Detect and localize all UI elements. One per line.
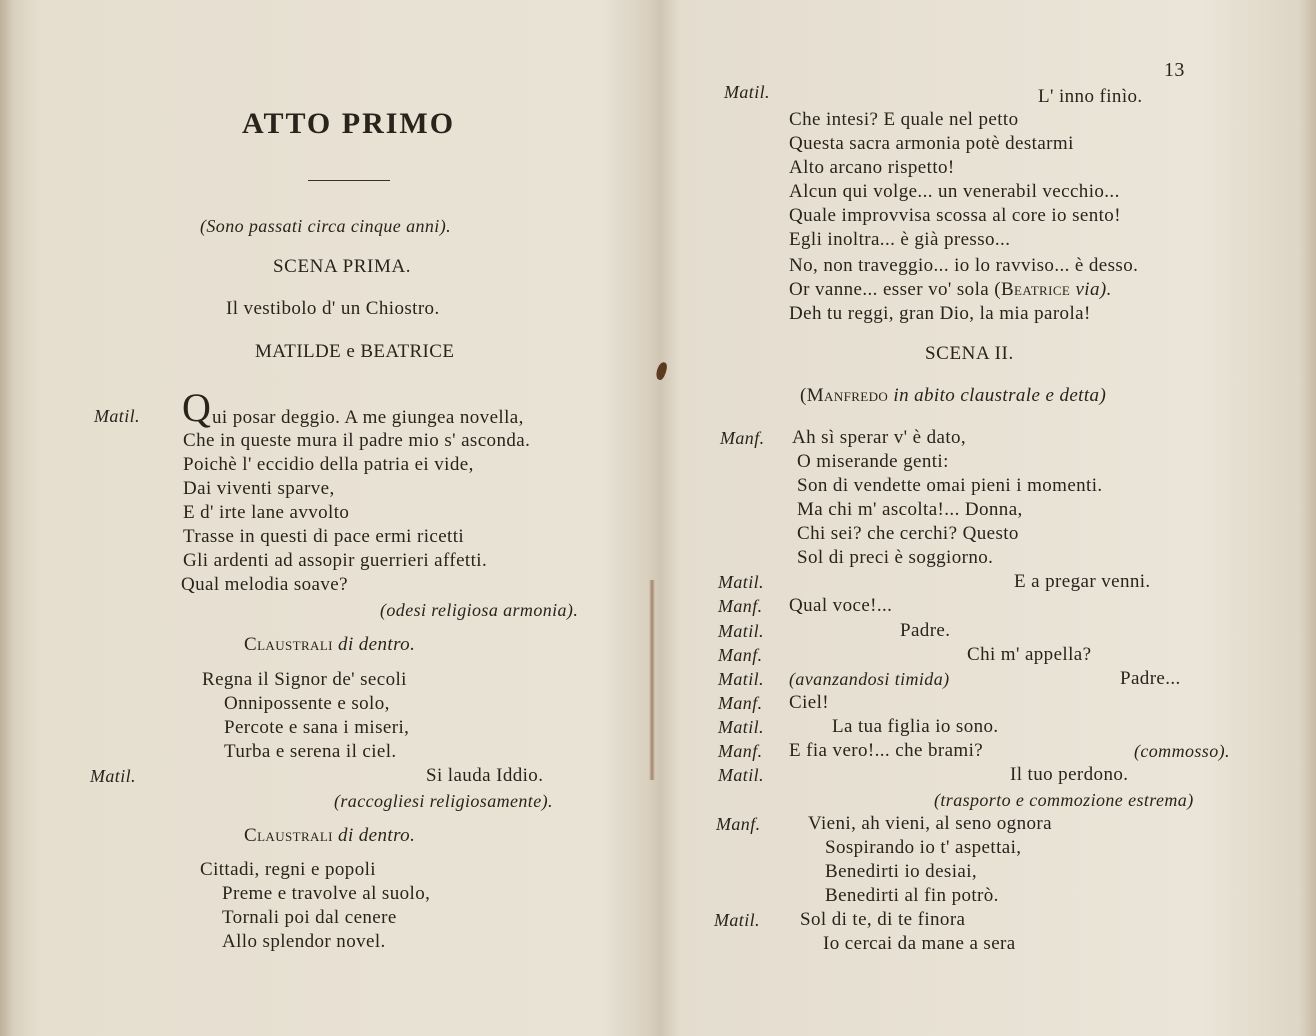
verse-line: L' inno finìo. bbox=[1038, 86, 1143, 107]
dialogue-line: Benedirti io desiai, bbox=[825, 861, 978, 882]
verse-line: Deh tu reggi, gran Dio, la mia parola! bbox=[789, 303, 1091, 324]
verse-line: Alto arcano rispetto! bbox=[789, 157, 955, 178]
speaker-label: Matil. bbox=[724, 82, 770, 102]
dialogue-line: Vieni, ah vieni, al seno ognora bbox=[808, 813, 1052, 834]
dialogue-line: Ciel! bbox=[789, 692, 829, 713]
speaker-label: Manf. bbox=[716, 814, 761, 834]
speaker-label: Manf. bbox=[720, 428, 765, 448]
verse-line: ui posar deggio. A me giungea novella, bbox=[212, 407, 524, 428]
stage-direction: (avanzandosi timida) bbox=[789, 669, 950, 689]
character-name: Manfredo bbox=[806, 385, 889, 406]
speaker-label: Manf. bbox=[718, 596, 763, 616]
dialogue-line: Chi sei? che cerchi? Questo bbox=[797, 523, 1019, 544]
speaker-label: Matil. bbox=[718, 765, 764, 785]
stage-direction: (odesi religiosa armonia). bbox=[380, 600, 579, 620]
dialogue-line: Padre... bbox=[1120, 668, 1181, 689]
chorus-heading bbox=[244, 633, 415, 657]
dialogue-line: Qual voce!... bbox=[789, 595, 893, 616]
page-number: 13 bbox=[1164, 59, 1185, 81]
character-list bbox=[255, 340, 454, 364]
verse-line: Gli ardenti ad assopir guerrieri affetti. bbox=[183, 550, 488, 571]
verse-line: Che intesi? E quale nel petto bbox=[789, 109, 1019, 130]
dialogue-line: Sol di preci è soggiorno. bbox=[797, 547, 994, 568]
time-note: (Sono passati circa cinque anni). bbox=[200, 216, 451, 236]
chorus-name: Claustrali bbox=[244, 825, 333, 846]
verse-line: Dai viventi sparve, bbox=[183, 478, 335, 499]
dialogue-line: Sol di te, di te finora bbox=[800, 909, 966, 930]
dialogue-line: Son di vendette omai pieni i momenti. bbox=[797, 475, 1103, 496]
dialogue-line: Io cercai da mane a sera bbox=[823, 933, 1016, 954]
speaker-label: Matil. bbox=[718, 621, 764, 641]
verse-line: Si lauda Iddio. bbox=[426, 765, 544, 786]
verse-line: Che in queste mura il padre mio s' asconda. bbox=[183, 430, 531, 451]
speaker-label: Matil. bbox=[714, 910, 760, 930]
verse-line bbox=[789, 278, 1112, 302]
speaker-label: Manf. bbox=[718, 741, 763, 761]
verse-line: Quale improvvisa scossa al core io sento! bbox=[789, 205, 1121, 226]
scene-setting: Il vestibolo d' un Chiostro. bbox=[226, 298, 440, 319]
chorus-note: di dentro. bbox=[338, 634, 416, 655]
scene-note-text: in abito claustrale e detta) bbox=[893, 385, 1107, 406]
stage-direction: (commosso). bbox=[1134, 741, 1230, 761]
stage-fragment: via). bbox=[1075, 279, 1112, 300]
dialogue-line: Il tuo perdono. bbox=[1010, 764, 1129, 785]
right-page bbox=[660, 0, 1316, 1036]
dialogue-line: Sospirando io t' aspettai, bbox=[825, 837, 1022, 858]
verse-line: Poichè l' eccidio della patria ei vide, bbox=[183, 454, 474, 475]
dialogue-line: La tua figlia io sono. bbox=[832, 716, 999, 737]
dialogue-line: Chi m' appella? bbox=[967, 644, 1092, 665]
stage-direction: (trasporto e commozione estrema) bbox=[934, 790, 1194, 810]
scene-title: SCENA PRIMA. bbox=[273, 256, 412, 277]
speaker-label: Manf. bbox=[718, 645, 763, 665]
speaker-label: Matil. bbox=[718, 669, 764, 689]
chorus-line: Preme e travolve al suolo, bbox=[222, 883, 431, 904]
dialogue-line: Ah sì sperar v' è dato, bbox=[792, 427, 967, 448]
dialogue-line: E fia vero!... che brami? bbox=[789, 740, 984, 761]
speaker-label: Manf. bbox=[718, 693, 763, 713]
scene-note: (Manfredo in abito claustrale e detta) bbox=[800, 385, 1107, 406]
chorus-line: Turba e serena il ciel. bbox=[224, 741, 397, 762]
drop-cap: Q bbox=[182, 385, 211, 430]
verse-line: E d' irte lane avvolto bbox=[183, 502, 350, 523]
character-conj: e bbox=[346, 341, 356, 362]
verse-line: Alcun qui volge... un venerabil vecchio... bbox=[789, 181, 1120, 202]
verse-fragment: Or vanne... esser vo' sola ( bbox=[789, 279, 1001, 300]
verse-line: No, non traveggio... io lo ravviso... è desso. bbox=[789, 255, 1139, 276]
dialogue-line: E a pregar venni. bbox=[1014, 571, 1151, 592]
stage-direction: (raccogliesi religiosamente). bbox=[334, 791, 553, 811]
chorus-line: Allo splendor novel. bbox=[222, 931, 386, 952]
title-divider bbox=[308, 180, 390, 181]
dialogue-line: Padre. bbox=[900, 620, 951, 641]
verse-line: Qual melodia soave? bbox=[181, 574, 348, 595]
chorus-heading bbox=[244, 824, 415, 848]
dialogue-line: Ma chi m' ascolta!... Donna, bbox=[797, 499, 1023, 520]
verse-line: Questa sacra armonia potè destarmi bbox=[789, 133, 1074, 154]
chorus-line: Cittadi, regni e popoli bbox=[200, 859, 376, 880]
act-title: ATTO PRIMO bbox=[242, 107, 456, 140]
character-name: Beatrice bbox=[1000, 279, 1071, 300]
chorus-line: Percote e sana i miseri, bbox=[224, 717, 410, 738]
speaker-label: Matil. bbox=[718, 717, 764, 737]
chorus-name: Claustrali bbox=[244, 634, 333, 655]
speaker-label: Matil. bbox=[718, 572, 764, 592]
verse-line: Trasse in questi di pace ermi ricetti bbox=[183, 526, 465, 547]
speaker-label: Matil. bbox=[90, 766, 136, 786]
scene-title: SCENA II. bbox=[925, 343, 1014, 364]
chorus-note: di dentro. bbox=[338, 825, 416, 846]
character-beatrice: BEATRICE bbox=[360, 341, 455, 362]
chorus-line: Onnipossente e solo, bbox=[224, 693, 390, 714]
chorus-line: Regna il Signor de' secoli bbox=[202, 669, 407, 690]
chorus-line: Tornali poi dal cenere bbox=[222, 907, 397, 928]
dialogue-line: O miserande genti: bbox=[797, 451, 949, 472]
verse-line: Egli inoltra... è già presso... bbox=[789, 229, 1011, 250]
speaker-label: Matil. bbox=[94, 406, 140, 426]
dialogue-line: Benedirti al fin potrò. bbox=[825, 885, 999, 906]
character-matilde: MATILDE bbox=[255, 341, 342, 362]
